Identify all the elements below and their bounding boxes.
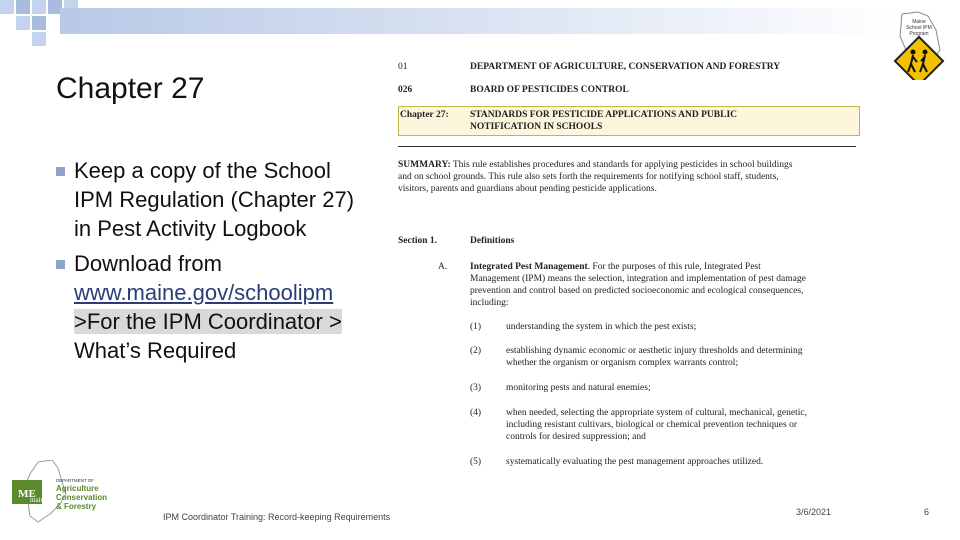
doc-list-line: including resistant cultivars, biological or chemical prevention techniques or — [506, 420, 797, 430]
doc-list-line: controls for desired suppression; and — [506, 432, 646, 442]
doc-board-name: BOARD OF PESTICIDES CONTROL — [470, 85, 629, 95]
svg-text:Maine: Maine — [912, 19, 926, 25]
doc-item-a-label: A. — [438, 262, 448, 272]
slide-number: 6 — [924, 507, 930, 517]
footer-date: 3/6/2021 — [796, 507, 832, 517]
doc-list-num: (5) — [470, 457, 482, 467]
doc-item-a-line: including: — [470, 298, 509, 308]
bullet-marker-icon — [56, 167, 65, 176]
doc-divider — [398, 146, 856, 147]
bullet-text: Keep a copy of the School IPM Regulation (Chapter 27) in Pest Activity Logbook — [74, 158, 355, 241]
doc-list-line: monitoring pests and natural enemies; — [506, 383, 651, 393]
svg-text:DEPARTMENT OF: DEPARTMENT OF — [56, 478, 95, 483]
bullet-item — [56, 156, 376, 243]
doc-list-num: (3) — [470, 383, 482, 393]
doc-list-line: systematically evaluating the pest management approaches utilized. — [506, 457, 764, 467]
doc-dept-number: 01 — [398, 62, 408, 72]
regulation-document — [398, 52, 860, 482]
svg-text:School IPM: School IPM — [906, 25, 932, 31]
doc-chapter-title-2: NOTIFICATION IN SCHOOLS — [470, 122, 603, 132]
maine-agriculture-logo — [8, 460, 118, 532]
slide-title: Chapter 27 — [56, 72, 205, 105]
svg-text:ME: ME — [18, 488, 36, 500]
doc-section-label: Section 1. — [398, 236, 438, 246]
doc-chapter-label: Chapter 27: — [400, 110, 449, 120]
bullet-list — [56, 156, 376, 371]
doc-summary-line: This rule establishes procedures and standards for applying pesticides in school buildings — [452, 160, 793, 170]
bullet-prefix: Download from — [74, 251, 222, 276]
svg-text:Conservation: Conservation — [56, 493, 108, 502]
doc-chapter-title-1: STANDARDS FOR PESTICIDE APPLICATIONS AND PUBLIC — [470, 110, 738, 120]
doc-list-line: whether the organism or organism complex warrants control; — [506, 358, 739, 368]
doc-dept-name: DEPARTMENT OF AGRICULTURE, CONSERVATION AND FORESTRY — [470, 62, 781, 72]
bullet-item — [56, 249, 376, 365]
doc-list-line: understanding the system in which the pest exists; — [506, 322, 697, 332]
svg-text:maine: maine — [30, 496, 48, 504]
doc-item-a — [470, 262, 858, 274]
footer-caption: IPM Coordinator Training: Record-keeping Requirements — [163, 512, 391, 522]
svg-text:Agriculture: Agriculture — [56, 484, 99, 493]
doc-summary-line: and on school grounds. This rule also sets forth the requirements for notifying school staff, students, — [398, 172, 779, 182]
doc-list-num: (1) — [470, 322, 482, 332]
doc-item-a-line: . For the purposes of this rule, Integrated Pest — [587, 262, 761, 272]
doc-item-a-line: prevention and control based on predicted socioeconomic and ecological consequences, — [470, 286, 804, 296]
doc-list-num: (2) — [470, 346, 482, 356]
bullet-suffix: What’s Required — [74, 338, 237, 363]
doc-summary-line: visitors, parents and guardians about pending pesticide applications. — [398, 184, 657, 194]
doc-summary — [398, 160, 858, 172]
doc-list-line: when needed, selecting the appropriate system of cultural, mechanical, genetic, — [506, 408, 807, 418]
doc-summary-label: SUMMARY: — [398, 160, 451, 170]
school-ipm-logo — [888, 10, 950, 80]
doc-list-num: (4) — [470, 408, 482, 418]
doc-list-line: establishing dynamic economic or aesthetic injury thresholds and determining — [506, 346, 803, 356]
schoolipm-link[interactable]: www.maine.gov/schoolipm — [74, 280, 334, 305]
menu-path-highlight: >For the IPM Coordinator > — [74, 309, 342, 334]
header-decoration — [0, 0, 900, 50]
doc-board-number: 026 — [398, 85, 413, 95]
doc-item-a-title: Integrated Pest Management — [470, 262, 588, 272]
svg-text:Program: Program — [909, 31, 929, 37]
svg-text:& Forestry: & Forestry — [56, 502, 97, 511]
doc-section-title: Definitions — [470, 236, 515, 246]
bullet-marker-icon — [56, 260, 65, 269]
doc-item-a-line: Management (IPM) means the selection, integration and implementation of pest damage — [470, 274, 806, 284]
